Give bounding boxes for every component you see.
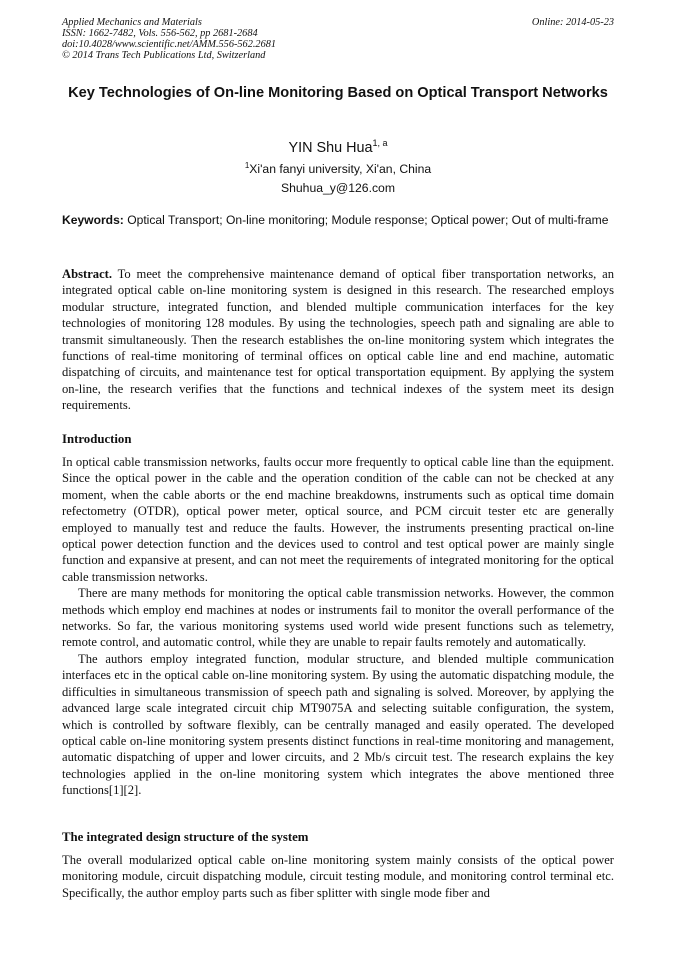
online-date: Online: 2014-05-23 [531,17,614,28]
journal-doi: doi:10.4028/www.scientific.net/AMM.556-562.2681 [62,39,277,50]
abstract-block [62,266,614,414]
author-email: Shuhua_y@126.com [280,181,395,195]
intro-paragraph-1: In optical cable transmission networks, faults occur more frequently to optical cable line than the equipment. Since the optical power in the cable and the operation condition of the cable can not be checked at any moment, when the cable aborts or the end machine breakdowns, instruments such as optical time domain refectometry (OTDR), optical power meter, optical source, and PCM circuit tester etc are generally employed to manually test and reduce the faults. However, the instruments presenting practical on-line optical power detection function and the devices used to control and test optical power are mainly single function and expansive at present, and can not meet the requirements of integrated monitoring for the optical cable transmission networks. [62,455,614,584]
structure-body [62,852,614,901]
author-line [62,134,614,157]
affiliation: Xi'an fanyi university, Xi'an, China [249,162,432,176]
author-name: YIN Shu Hua [288,140,373,156]
abstract-label: Abstract. [62,267,113,281]
abstract-text: To meet the comprehensive maintenance demand of optical fiber transportation networks, an integrated optical cable on-line monitoring system is designed in this research. The researched employs modular structure, integrated function, and blended multiple communication interfaces for the key technologies of monitoring 128 modules. By using the technologies, speech path and signaling are able to transmit simultaneously. Then the research establishes the on-line monitoring system which integrates the functions of real-time monitoring of terminal offices on optical cable line and end machine, automatic dispatching of circuits, and maintenance test for optical transportation equipment. By applying the system on-line, the research verifies that the functions and technical indexes of the system meet its design requirements. [62,267,614,413]
introduction-body [62,454,614,799]
journal-copyright: © 2014 Trans Tech Publications Ltd, Switzerland [62,50,266,61]
journal-issn: ISSN: 1662-7482, Vols. 556-562, pp 2681-2684 [62,28,258,39]
affiliation-superscript: 1 [244,161,250,170]
journal-header [62,17,276,61]
paper-title: Key Technologies of On-line Monitoring Based on Optical Transport Networks [68,85,608,101]
keywords-label: Keywords: [62,213,124,227]
intro-paragraph-3: The authors employ integrated function, modular structure, and blended multiple communication interfaces etc in the optical cable on-line monitoring system. By using the automatic dispatching module, the difficulties in simultaneous transmission of speech path and signaling is solved. Moreover, by applying the advanced large scale integrated circuit chip MT9075A and selecting suitable configuration, the system, which is controlled by software flexibly, can be centrally managed and easily operated. The developed optical cable on-line monitoring system presents distinct functions in real-time monitoring and management, automatic dispatching of upper and lower circuits, and 2 Mb/s circuit test. The research explains the key technologies applied in the on-line monitoring system which integrates the above mentioned three functions[1][2]. [62,651,614,798]
structure-paragraph-1: The overall modularized optical cable on-line monitoring system mainly consists of the optical power monitoring module, circuit dispatching module, circuit testing module, and monitoring control terminal etc. Specifically, the author employ parts such as fiber splitter with single mode fiber and [62,853,614,900]
keywords-block [62,212,614,229]
author-superscript: 1, a [372,138,388,148]
affiliation-line [62,158,614,177]
section-heading-structure: The integrated design structure of the system [62,830,309,844]
keywords-text: Optical Transport; On-line monitoring; Module response; Optical power; Out of multi-frame [123,213,609,227]
journal-name: Applied Mechanics and Materials [62,17,202,28]
intro-paragraph-2: There are many methods for monitoring the optical cable transmission networks. However, the common methods which employ end machines at nodes or instruments fail to monitor the overall performance of the networks. So far, the various monitoring systems used world wide present functions such as telemetry, remote control, and automatic control, while they are unable to repair faults remotely and automatically. [62,586,614,650]
section-heading-introduction: Introduction [62,432,132,446]
